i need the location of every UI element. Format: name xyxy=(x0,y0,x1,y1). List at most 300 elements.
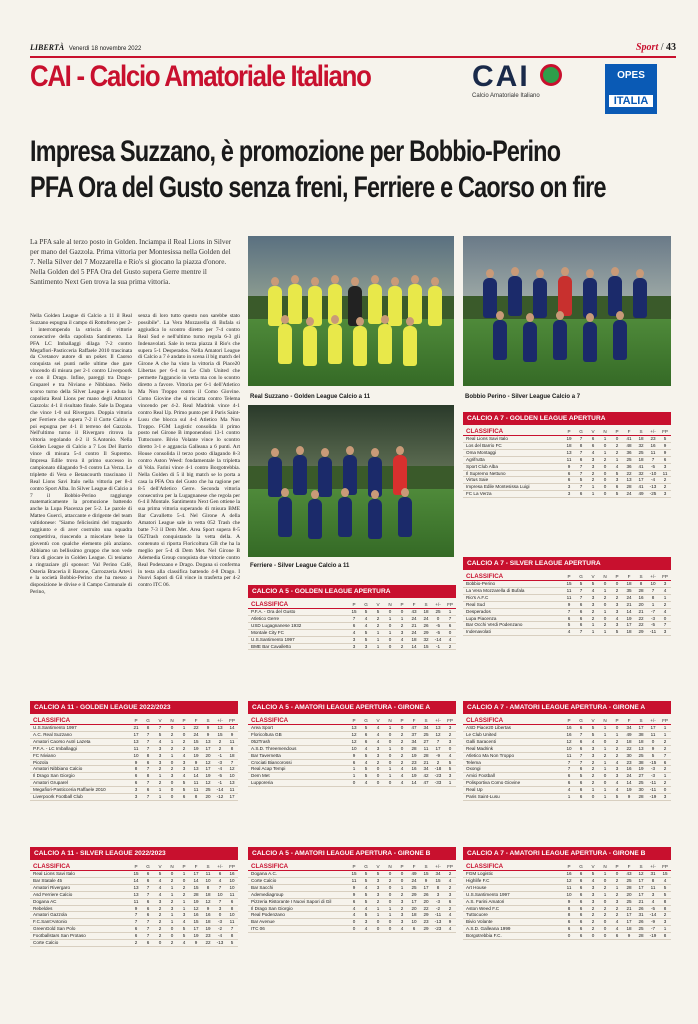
stat-cell: 9 xyxy=(567,898,571,904)
stat-cell: 18 xyxy=(423,609,429,614)
stat-cell: 1 xyxy=(603,587,607,593)
stat-cell: 6 xyxy=(567,470,571,476)
table-row xyxy=(30,912,238,919)
lead-paragraph: La PFA sale al terzo posto in Golden. Inciampa il Real Lions in Silver per mano del Gazzola. Prima vittoria per Montesissa nella Golden del 7. Nella Silver del 7 Mozzarella e Rio's si giocano la piazza d'onore. Nella Golden del 5 PFA Ora del Gusto supera Gerre mentre il Santimento Next Gen trova la sua prima vittoria. xyxy=(30,238,232,286)
stat-cell: 15 xyxy=(217,731,223,737)
team-name: BME Bar Cavalletto xyxy=(251,643,292,649)
stat-cell: 7 xyxy=(579,759,583,765)
stat-cell: 4 xyxy=(615,463,619,469)
stat-cell: 8 xyxy=(663,933,667,939)
stat-cell: 0 xyxy=(603,484,607,490)
stat-cell: 7 xyxy=(146,884,150,890)
column-label: P xyxy=(352,864,356,870)
stat-cell: 16 xyxy=(411,766,417,772)
stat-cell: 2 xyxy=(448,905,452,911)
team-name: Bar Occhi Verdi Podenzano xyxy=(466,622,523,628)
column-label: P xyxy=(567,718,571,724)
stat-cell: 4 xyxy=(376,738,380,744)
team-name: Amatori Rivergaro xyxy=(33,884,71,890)
team-name: Bar Avenue xyxy=(251,919,275,925)
stat-cell: 27 xyxy=(423,738,429,744)
stat-cell: 7 xyxy=(146,780,150,786)
team-name: Dogana A.C. xyxy=(251,871,278,876)
stat-cell: 12 xyxy=(566,738,572,744)
column-label: FP xyxy=(447,718,453,724)
classifica-label: CLASSIFICA xyxy=(251,863,289,871)
stat-cell: 17 xyxy=(626,919,632,925)
column-label: S xyxy=(639,864,643,870)
stat-cell: 2 xyxy=(218,745,222,751)
stat-cell: 6 xyxy=(146,759,150,765)
table-column-header xyxy=(463,714,671,725)
stat-cell: 0 xyxy=(170,933,174,939)
stat-cell: 23 xyxy=(411,759,417,765)
stat-cell: 0 xyxy=(591,794,595,800)
stat-cell: -33 xyxy=(434,780,442,786)
stat-cell: 4 xyxy=(615,919,619,925)
stat-cell: 1 xyxy=(388,766,392,772)
stat-cell: 1 xyxy=(388,905,392,911)
stat-cell: 6 xyxy=(663,759,667,765)
team-name: Lupporeria xyxy=(251,780,273,786)
stat-cell: 4 xyxy=(663,587,667,593)
classifica-label: CLASSIFICA xyxy=(33,717,71,725)
stat-cell: 8 xyxy=(230,745,234,751)
column-label: V xyxy=(591,574,595,580)
stat-cell: 3 xyxy=(400,629,404,635)
team-name: Oxongi xyxy=(466,766,481,772)
table-row xyxy=(248,906,456,913)
column-label: F xyxy=(627,864,631,870)
stat-cell: 2 xyxy=(663,477,667,483)
stat-cell: 3 xyxy=(376,891,380,897)
team-name: Desperados xyxy=(466,608,491,614)
stat-cell: 0 xyxy=(388,884,392,890)
stat-cell: 2 xyxy=(400,891,404,897)
table-c7-silver xyxy=(463,557,671,636)
stat-cell: 3 xyxy=(170,773,174,779)
stat-cell: 22 xyxy=(205,940,211,946)
stat-cell: 18 xyxy=(626,629,632,635)
stat-cell: 5 xyxy=(364,891,368,897)
table-title: CALCIO A 5 - GOLDEN LEAGUE APERTURA xyxy=(248,585,456,598)
column-label: P xyxy=(567,429,571,435)
stat-cell: 26 xyxy=(423,622,429,628)
stat-cell: 1 xyxy=(376,905,380,911)
stat-cell: 18 xyxy=(205,891,211,897)
table-row xyxy=(463,595,671,602)
stat-cell: 0 xyxy=(651,738,655,744)
stat-cell: 7 xyxy=(579,594,583,600)
stat-cell: 4 xyxy=(448,752,452,758)
stat-cell: 5 xyxy=(663,884,667,890)
stat-cell: 11 xyxy=(566,587,572,593)
stat-cell: 4 xyxy=(567,787,571,793)
stat-cell: 6 xyxy=(579,738,583,744)
stat-cell: 1 xyxy=(448,780,452,786)
stat-cell: -23 xyxy=(434,773,442,779)
stat-cell: 2 xyxy=(158,912,162,918)
stat-cell: 0 xyxy=(388,871,392,876)
stat-cell: 18 xyxy=(229,752,235,758)
stat-cell: 5 xyxy=(579,581,583,586)
stat-cell: 9 xyxy=(651,745,655,751)
column-label: N xyxy=(388,602,392,608)
stat-cell: 7 xyxy=(579,752,583,758)
stat-cell: 26 xyxy=(638,905,644,911)
stat-cell: 31 xyxy=(638,912,644,918)
stat-cell: 8 xyxy=(579,442,583,448)
stat-cell: 36 xyxy=(626,449,632,455)
stat-cell: 17 xyxy=(193,926,199,932)
stat-cell: 14 xyxy=(193,773,199,779)
stat-cell: 2 xyxy=(663,738,667,744)
stat-cell: 43 xyxy=(626,871,632,876)
table-row xyxy=(30,933,238,940)
section-name: Sport xyxy=(635,42,659,53)
stat-cell: 6 xyxy=(567,780,571,786)
table-row xyxy=(248,725,456,732)
stat-cell: 1 xyxy=(182,871,186,876)
table-row xyxy=(463,491,671,498)
team-name: Los del Barrio FC xyxy=(466,442,502,448)
table-row xyxy=(248,912,456,919)
table-row xyxy=(248,760,456,767)
stat-cell: 0 xyxy=(603,933,607,939)
headline xyxy=(30,134,606,206)
stat-cell: 2 xyxy=(663,601,667,607)
stat-cell: 14 xyxy=(229,725,235,730)
stat-cell: 16 xyxy=(229,871,235,876)
stat-cell: 10 xyxy=(229,877,235,883)
column-label: +/- xyxy=(650,864,656,870)
stat-cell: 9 xyxy=(567,463,571,469)
stat-cell: 25 xyxy=(626,877,632,883)
stat-cell: 2 xyxy=(615,752,619,758)
team-name: U.S.Santimento 1997 xyxy=(33,725,77,730)
table-row xyxy=(463,760,671,767)
stat-cell: 2 xyxy=(218,738,222,744)
stat-cell: 1 xyxy=(388,629,392,635)
stat-cell: 1 xyxy=(170,752,174,758)
table-row xyxy=(248,623,456,630)
stat-cell: 43 xyxy=(411,609,417,614)
stat-cell: 6 xyxy=(146,871,150,876)
stat-cell: 6 xyxy=(364,738,368,744)
stat-cell: 0 xyxy=(388,891,392,897)
opes-logo xyxy=(605,64,657,114)
stat-cell: 2 xyxy=(615,449,619,455)
table-row xyxy=(463,484,671,491)
team-name: Piozola xyxy=(33,759,49,765)
stat-cell: 0 xyxy=(376,780,380,786)
stat-cell: 7 xyxy=(146,933,150,939)
table-column-header xyxy=(30,714,238,725)
stat-cell: 7 xyxy=(663,752,667,758)
stat-cell: 5 xyxy=(663,436,667,441)
stat-cell: -18 xyxy=(434,766,442,772)
stat-cell: -9 xyxy=(435,752,441,758)
column-label: G xyxy=(364,718,368,724)
stat-cell: -5 xyxy=(650,905,656,911)
team-name: Indenavolati xyxy=(466,629,491,635)
stat-cell: 3 xyxy=(567,491,571,497)
table-row xyxy=(463,773,671,780)
stat-cell: 25 xyxy=(638,926,644,932)
stat-cell: 1 xyxy=(603,449,607,455)
stat-cell: 16 xyxy=(638,594,644,600)
stat-cell: 32 xyxy=(423,636,429,642)
table-row xyxy=(30,739,238,746)
stat-cell: 35 xyxy=(626,587,632,593)
photo-bobbio-perino xyxy=(463,236,671,386)
stat-cell: 18 xyxy=(411,636,417,642)
column-label: V xyxy=(591,429,595,435)
stat-cell: 8 xyxy=(230,933,234,939)
stat-cell: 3 xyxy=(615,766,619,772)
stat-cell: -11 xyxy=(649,780,657,786)
column-label: G xyxy=(364,602,368,608)
stat-cell: 25 xyxy=(638,780,644,786)
table-c5-amatori-a xyxy=(248,701,456,787)
stat-cell: 3 xyxy=(182,912,186,918)
stat-cell: 15 xyxy=(193,884,199,890)
stat-cell: 21 xyxy=(638,898,644,904)
table-row xyxy=(463,892,671,899)
table-row xyxy=(248,637,456,644)
section-banner: CAI - Calcio Amatoriale Italiano xyxy=(30,60,371,93)
table-row xyxy=(463,787,671,794)
stat-cell: 3 xyxy=(400,919,404,925)
section-label: Sport / 43 xyxy=(635,42,676,53)
stat-cell: 28 xyxy=(411,745,417,751)
column-label: P xyxy=(352,718,356,724)
stat-cell: 2 xyxy=(591,615,595,621)
stat-cell: 11 xyxy=(650,449,656,455)
stat-cell: -1 xyxy=(217,752,223,758)
stat-cell: 6 xyxy=(579,780,583,786)
stat-cell: -13 xyxy=(216,940,224,946)
stat-cell: 5 xyxy=(364,877,368,883)
stat-cell: 14 xyxy=(411,643,417,649)
stat-cell: 8 xyxy=(567,912,571,918)
stat-cell: 24 xyxy=(411,877,417,883)
stat-cell: 15 xyxy=(566,581,572,586)
column-label: P xyxy=(400,602,404,608)
stat-cell: 3 xyxy=(615,622,619,628)
stat-cell: 0 xyxy=(170,926,174,932)
stat-cell: 0 xyxy=(603,877,607,883)
stat-cell: 29 xyxy=(411,891,417,897)
column-label: +/- xyxy=(217,718,223,724)
stat-cell: 5 xyxy=(364,766,368,772)
stat-cell: 49 xyxy=(626,731,632,737)
stat-cell: 6 xyxy=(579,615,583,621)
stat-cell: 4 xyxy=(400,926,404,932)
table-row xyxy=(463,933,671,940)
stat-cell: 0 xyxy=(448,629,452,635)
stat-cell: 2 xyxy=(591,766,595,772)
column-label: N xyxy=(603,574,607,580)
stat-cell: 10 xyxy=(566,745,572,751)
stat-cell: 7 xyxy=(579,436,583,441)
table-row xyxy=(30,732,238,739)
table-row xyxy=(248,885,456,892)
stat-cell: 16 xyxy=(205,912,211,918)
stat-cell: 2 xyxy=(591,608,595,614)
team-name: P.F.A. - LC Imballaggi xyxy=(33,745,77,751)
stat-cell: 6 xyxy=(579,926,583,932)
stat-cell: 3 xyxy=(170,905,174,911)
stat-cell: 4 xyxy=(364,926,368,932)
stat-cell: 13 xyxy=(133,738,139,744)
table-row xyxy=(463,457,671,464)
table-row xyxy=(463,436,671,443)
stat-cell: 1 xyxy=(591,491,595,497)
stat-cell: 28 xyxy=(638,794,644,800)
column-label: FP xyxy=(662,864,668,870)
table-column-header xyxy=(463,570,671,581)
table-row xyxy=(30,753,238,760)
stat-cell: 0 xyxy=(603,463,607,469)
column-label: G xyxy=(579,864,583,870)
stat-cell: 7 xyxy=(218,898,222,904)
team-name: A.S.D. Threemendous xyxy=(251,745,297,751)
stat-cell: 18 xyxy=(638,436,644,441)
stat-cell: 6 xyxy=(579,491,583,497)
column-label: FP xyxy=(662,718,668,724)
team-name: Rio's A.F.C xyxy=(466,594,489,600)
stat-cell: 2 xyxy=(591,926,595,932)
stat-cell: 21 xyxy=(423,759,429,765)
stat-cell: 0 xyxy=(218,912,222,918)
team-name: ASD Piace20 Libertas xyxy=(466,725,511,730)
stat-cell: 28 xyxy=(626,484,632,490)
stat-cell: 4 xyxy=(448,877,452,883)
stat-cell: 2 xyxy=(400,905,404,911)
stat-cell: 13 xyxy=(133,884,139,890)
stat-cell: -15 xyxy=(649,759,657,765)
team-name: Footballstars San Protaso xyxy=(33,933,86,939)
stat-cell: 2 xyxy=(591,470,595,476)
stat-cell: 13 xyxy=(626,477,632,483)
column-label: N xyxy=(170,864,174,870)
stat-cell: 4 xyxy=(400,773,404,779)
caption-real-suzzano: Real Suzzano - Golden League Calcio a 11 xyxy=(250,394,371,400)
stat-cell: 24 xyxy=(423,615,429,621)
team-name: Real Up xyxy=(466,787,483,793)
stat-cell: -5 xyxy=(650,622,656,628)
team-name: Rebeldes xyxy=(33,905,53,911)
stat-cell: 48 xyxy=(626,442,632,448)
stat-cell: 11 xyxy=(193,787,199,793)
column-label: G xyxy=(579,429,583,435)
stat-cell: 2 xyxy=(170,745,174,751)
stat-cell: -11 xyxy=(649,629,657,635)
team-name: U.S.Santimento 1997 xyxy=(466,891,510,897)
stat-cell: 4 xyxy=(182,752,186,758)
stat-cell: 8 xyxy=(206,884,210,890)
stat-cell: 2 xyxy=(591,905,595,911)
column-label: V xyxy=(376,864,380,870)
table-title: CALCIO A 7 - SILVER LEAGUE APERTURA xyxy=(463,557,671,570)
stat-cell: 17 xyxy=(638,877,644,883)
stat-cell: 5 xyxy=(663,891,667,897)
table-row xyxy=(248,739,456,746)
stat-cell: 4 xyxy=(591,587,595,593)
stat-cell: 2 xyxy=(603,622,607,628)
stat-cell: 2 xyxy=(376,622,380,628)
stat-cell: 5 xyxy=(376,871,380,876)
stat-cell: 0 xyxy=(400,745,404,751)
classifica-label: CLASSIFICA xyxy=(466,863,504,871)
table-row xyxy=(463,926,671,933)
column-label: P xyxy=(400,864,404,870)
stat-cell: 21 xyxy=(638,608,644,614)
column-label: S xyxy=(639,429,643,435)
stat-cell: 22 xyxy=(638,615,644,621)
stat-cell: 4 xyxy=(364,745,368,751)
stat-cell: 0 xyxy=(388,643,392,649)
stat-cell: 6 xyxy=(579,871,583,876)
stat-cell: 21 xyxy=(133,725,139,730)
stat-cell: 5 xyxy=(364,636,368,642)
team-name: Borgotrebbia F.C. xyxy=(466,933,502,939)
stat-cell: 17 xyxy=(638,884,644,890)
table-row xyxy=(248,899,456,906)
stat-cell: 24 xyxy=(626,491,632,497)
stat-cell: 26 xyxy=(638,919,644,925)
stat-cell: -4 xyxy=(650,477,656,483)
stat-cell: 15 xyxy=(351,609,357,614)
stat-cell: 4 xyxy=(352,912,356,918)
stat-cell: 10 xyxy=(229,773,235,779)
team-name: Pizzeria Ristorante I Nuovi Sapori di Gil xyxy=(251,898,332,904)
stat-cell: 4 xyxy=(400,766,404,772)
stat-cell: 11 xyxy=(229,738,235,744)
stat-cell: 6 xyxy=(352,759,356,765)
team-name: P.F.A. - Ora del Gusto xyxy=(251,609,296,614)
stat-cell: 9 xyxy=(627,933,631,939)
stat-cell: 6 xyxy=(579,898,583,904)
team-name: Agrifrutta xyxy=(466,456,485,462)
table-row xyxy=(463,616,671,623)
stat-cell: 7 xyxy=(436,738,440,744)
stat-cell: 3 xyxy=(182,766,186,772)
stat-cell: 2 xyxy=(170,877,174,883)
stat-cell: 34 xyxy=(411,738,417,744)
stat-cell: 21 xyxy=(626,905,632,911)
team-name: U.S.Santimento 1997 xyxy=(251,636,295,642)
column-label: F xyxy=(412,602,416,608)
stat-cell: 6 xyxy=(448,622,452,628)
stat-cell: 2 xyxy=(158,933,162,939)
stat-cell: 0 xyxy=(388,609,392,614)
stat-cell: 3 xyxy=(591,884,595,890)
stat-cell: 6 xyxy=(146,877,150,883)
column-label: +/- xyxy=(650,718,656,724)
stat-cell: 8 xyxy=(146,725,150,730)
stat-cell: 29 xyxy=(638,629,644,635)
table-row xyxy=(30,725,238,732)
stat-cell: 9 xyxy=(206,725,210,730)
stat-cell: 3 xyxy=(448,891,452,897)
stat-cell: 42 xyxy=(423,773,429,779)
table-row xyxy=(463,609,671,616)
stat-cell: 1 xyxy=(603,871,607,876)
column-label: P xyxy=(134,718,138,724)
stat-cell: 0 xyxy=(603,442,607,448)
